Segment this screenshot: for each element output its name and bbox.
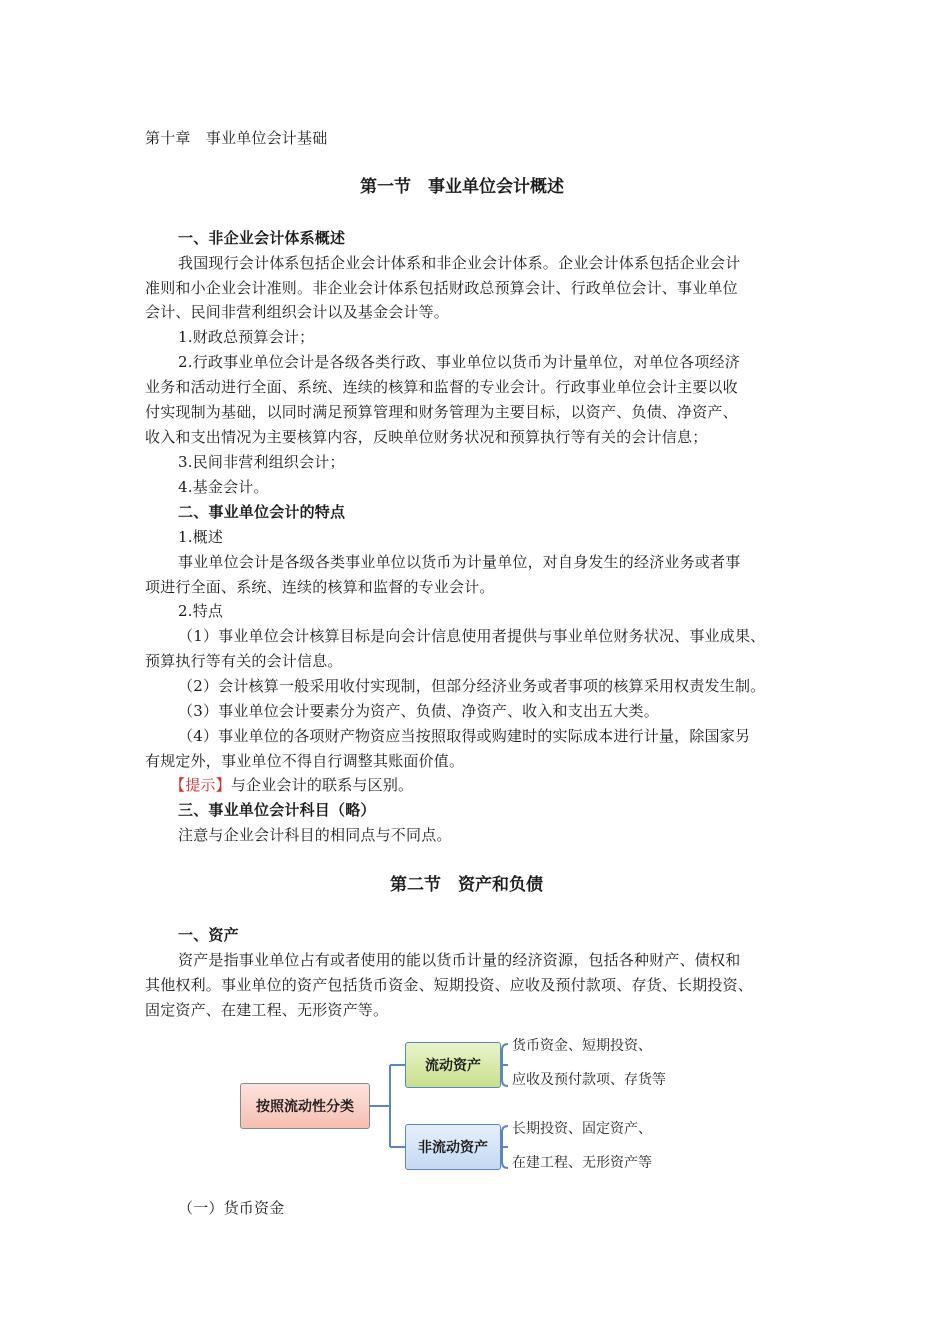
- heading: 二、事业单位会计的特点: [178, 503, 346, 521]
- paragraph-line: 其他权利。事业单位的资产包括货币资金、短期投资、应收及预付款项、存货、长期投资、: [145, 976, 754, 994]
- tip-line: [170, 775, 413, 795]
- paragraph-line: （4）事业单位的各项财产物资应当按照取得或购建时的实际成本进行计量，除国家另: [178, 727, 751, 745]
- paragraph-line: 付实现制为基础，以同时满足预算管理和财务管理为主要目标，以资产、负债、净资产、: [145, 403, 738, 421]
- paragraph-line: 固定资产、在建工程、无形资产等。: [145, 1001, 389, 1019]
- paragraph-line: 有规定外，事业单位不得自行调整其账面价值。: [145, 752, 465, 770]
- current-assets-node: 流动资产: [405, 1042, 501, 1088]
- current-assets-detail: 应收及预付款项、存货等: [512, 1072, 666, 1088]
- paragraph-line: 收入和支出情况为主要核算内容，反映单位财务状况和预算执行等有关的会计信息；: [145, 428, 708, 446]
- tip-label: 【提示】: [170, 776, 231, 794]
- paragraph-line: 业务和活动进行全面、系统、连续的核算和监督的专业会计。行政事业单位会计主要以收: [145, 378, 738, 396]
- paragraph-line: 准则和小企业会计准则。非企业会计体系包括财政总预算会计、行政单位会计、事业单位: [145, 279, 738, 297]
- chapter-title: 第十章 事业单位会计基础: [145, 129, 328, 147]
- sub-heading: （一）货币资金: [178, 1199, 285, 1217]
- paragraph-line: （3）事业单位会计要素分为资产、负债、净资产、收入和支出五大类。: [178, 702, 659, 720]
- section-title: 第一节 事业单位会计概述: [360, 177, 564, 197]
- non-current-assets-detail: 长期投资、固定资产、: [512, 1121, 652, 1137]
- paragraph-line: 我国现行会计体系包括企业会计体系和非企业会计体系。企业会计体系包括企业会计: [178, 254, 741, 272]
- heading: 一、非企业会计体系概述: [178, 229, 346, 247]
- sub-heading: 1.概述: [178, 528, 224, 546]
- non-current-assets-node: 非流动资产: [405, 1124, 501, 1170]
- tip-text: 与企业会计的联系与区别。: [230, 776, 414, 794]
- list-item: 1.财政总预算会计；: [178, 328, 315, 346]
- classification-diagram: [240, 1034, 710, 1184]
- diagram-root-node: 按照流动性分类: [240, 1083, 370, 1129]
- paragraph-line: 资产是指事业单位占有或者使用的能以货币计量的经济资源，包括各种财产、债权和: [178, 951, 741, 969]
- heading: 三、事业单位会计科目（略）: [178, 801, 376, 819]
- paragraph-line: 预算执行等有关的会计信息。: [145, 652, 343, 670]
- list-item: 3.民间非营利组织会计；: [178, 453, 345, 471]
- paragraph-line: 注意与企业会计科目的相同点与不同点。: [178, 826, 452, 844]
- heading: 一、资产: [178, 926, 239, 944]
- paragraph-line: （2）会计核算一般采用收付实现制，但部分经济业务或者事项的核算采用权责发生制。: [178, 677, 766, 695]
- sub-heading: 2.特点: [178, 602, 224, 620]
- paragraph-line: 会计、民间非营利组织会计以及基金会计等。: [145, 303, 450, 321]
- non-current-assets-detail: 在建工程、无形资产等: [512, 1155, 652, 1171]
- paragraph-line: （1）事业单位会计核算目标是向会计信息使用者提供与事业单位财务状况、事业成果、: [178, 627, 766, 645]
- section-title: 第二节 资产和负债: [390, 875, 543, 895]
- paragraph-line: 项进行全面、系统、连续的核算和监督的专业会计。: [145, 578, 495, 596]
- paragraph-line: 2.行政事业单位会计是各级各类行政、事业单位以货币为计量单位，对单位各项经济: [178, 353, 740, 371]
- current-assets-detail: 货币资金、短期投资、: [512, 1038, 652, 1054]
- list-item: 4.基金会计。: [178, 478, 269, 496]
- paragraph-line: 事业单位会计是各级各类事业单位以货币为计量单位，对自身发生的经济业务或者事: [178, 553, 741, 571]
